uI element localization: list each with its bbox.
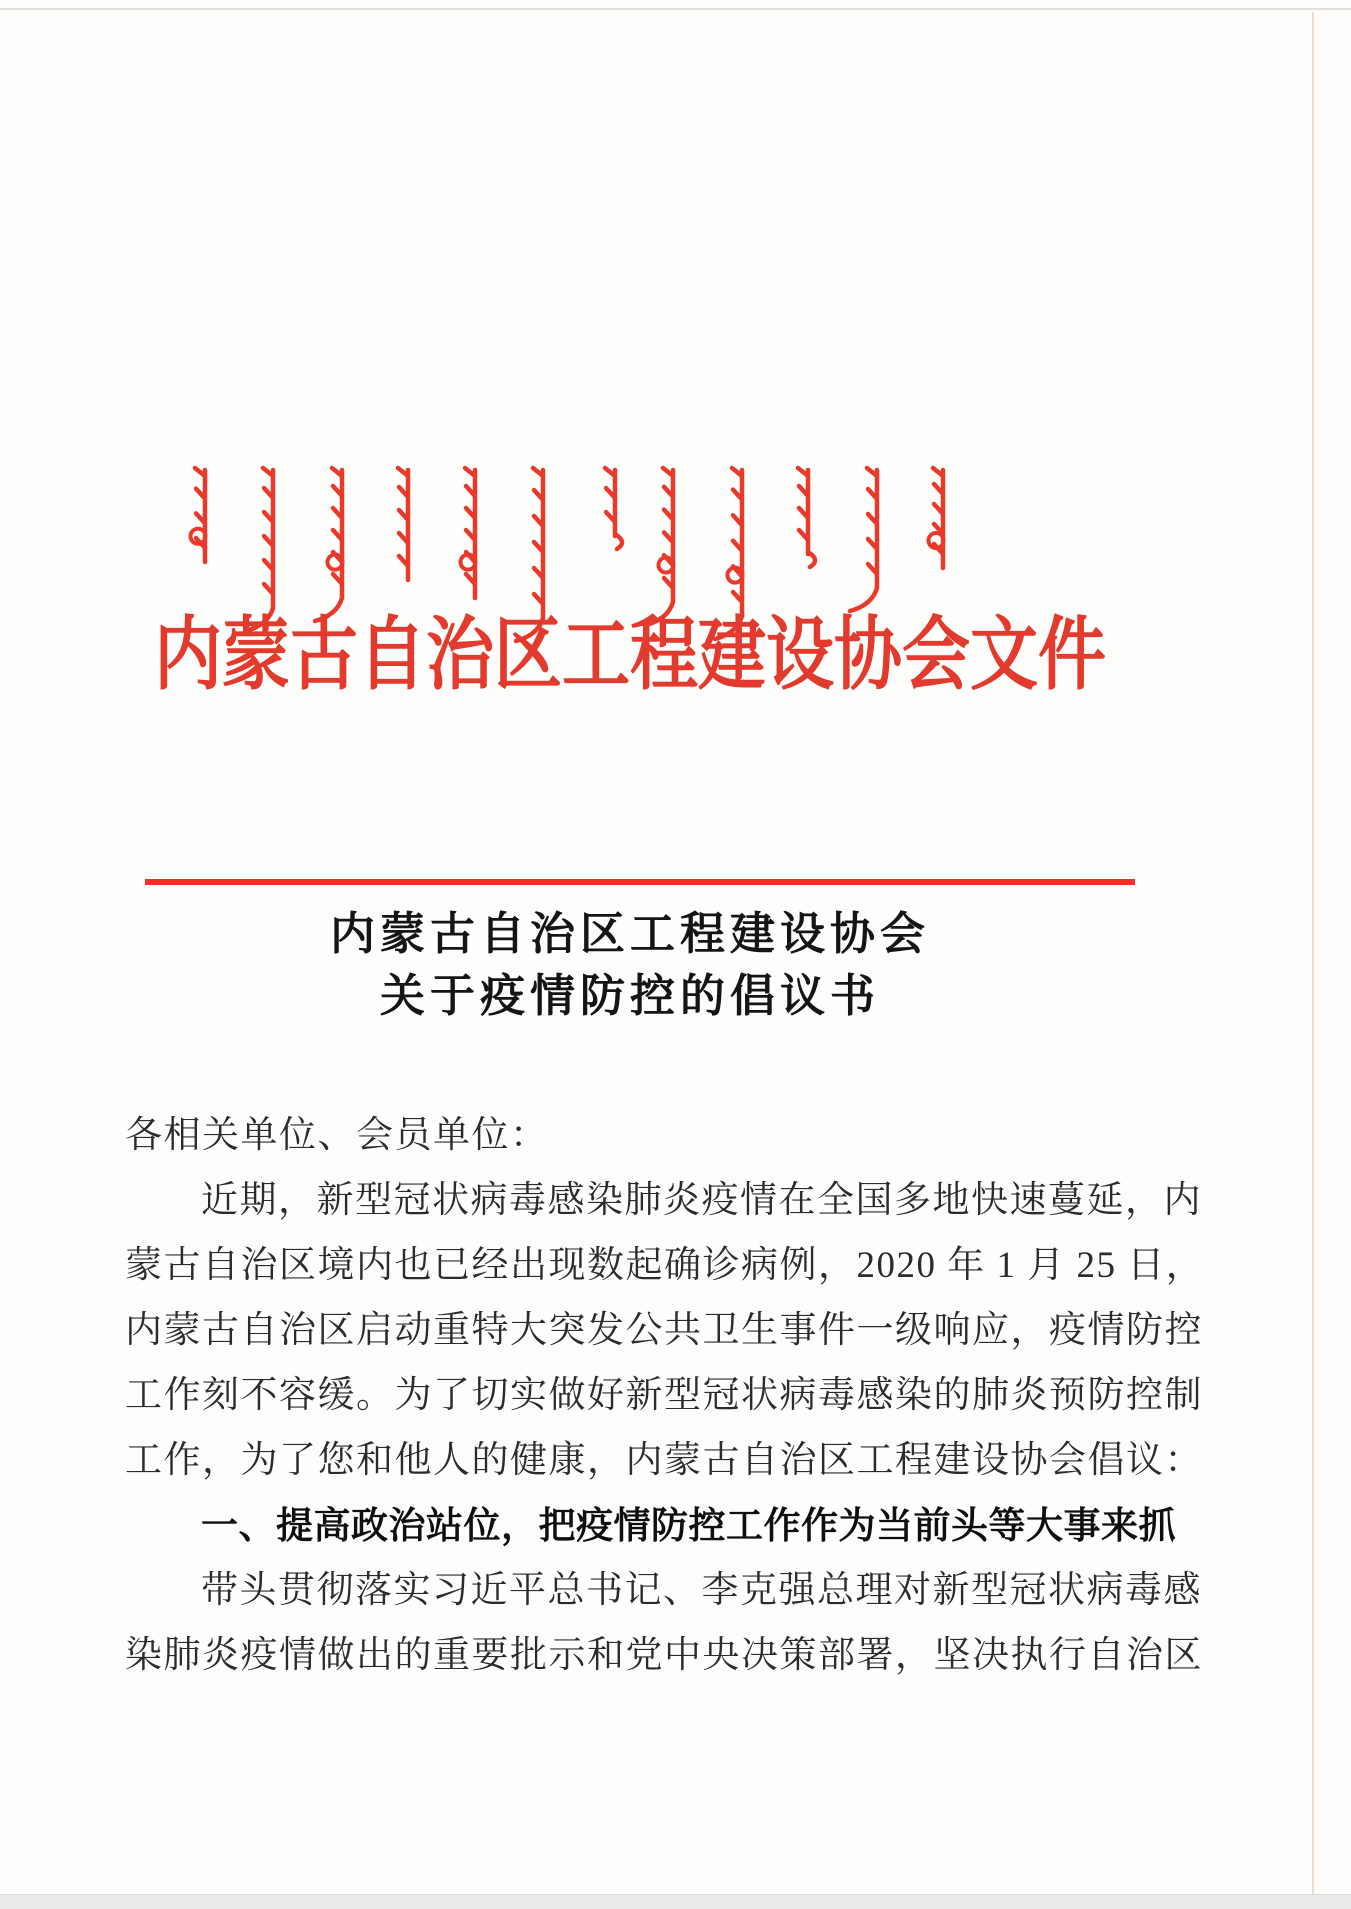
letterhead-red-divider (145, 879, 1135, 885)
scan-bottom-band (0, 1894, 1351, 1909)
scan-top-edge (0, 8, 1351, 10)
section-heading-1: 一、提高政治站位，把疫情防控工作作为当前头等大事来抓 (201, 1505, 1176, 1546)
body-line: 蒙古自治区境内也已经出现数起确诊病例，2020 年 1 月 25 日， (125, 1245, 1205, 1286)
body-line: 内蒙古自治区启动重特大突发公共卫生事件一级响应，疫情防控 (125, 1310, 1203, 1351)
document-title (125, 903, 1135, 1027)
scan-right-edge (1312, 12, 1314, 1909)
body-line: 工作刻不容缓。为了切实做好新型冠状病毒感染的肺炎预防控制 (125, 1375, 1203, 1416)
letterhead-org-title: 内蒙古自治区工程建设协会文件 (153, 610, 1106, 700)
greeting-line: 各相关单位、会员单位： (125, 1115, 549, 1156)
body-line: 染肺炎疫情做出的重要批示和党中央决策部署，坚决执行自治区 (125, 1635, 1203, 1676)
body-line: 工作，为了您和他人的健康，内蒙古自治区工程建设协会倡议： (125, 1440, 1203, 1481)
body-line: 带头贯彻落实习近平总书记、李克强总理对新型冠状病毒感 (201, 1570, 1202, 1611)
document-body (125, 1108, 1205, 1693)
document-title-line1: 内蒙古自治区工程建设协会 (329, 909, 930, 959)
body-line: 近期，新型冠状病毒感染肺炎疫情在全国多地快速蔓延，内 (201, 1180, 1202, 1221)
document-title-line2: 关于疫情防控的倡议书 (379, 971, 880, 1021)
